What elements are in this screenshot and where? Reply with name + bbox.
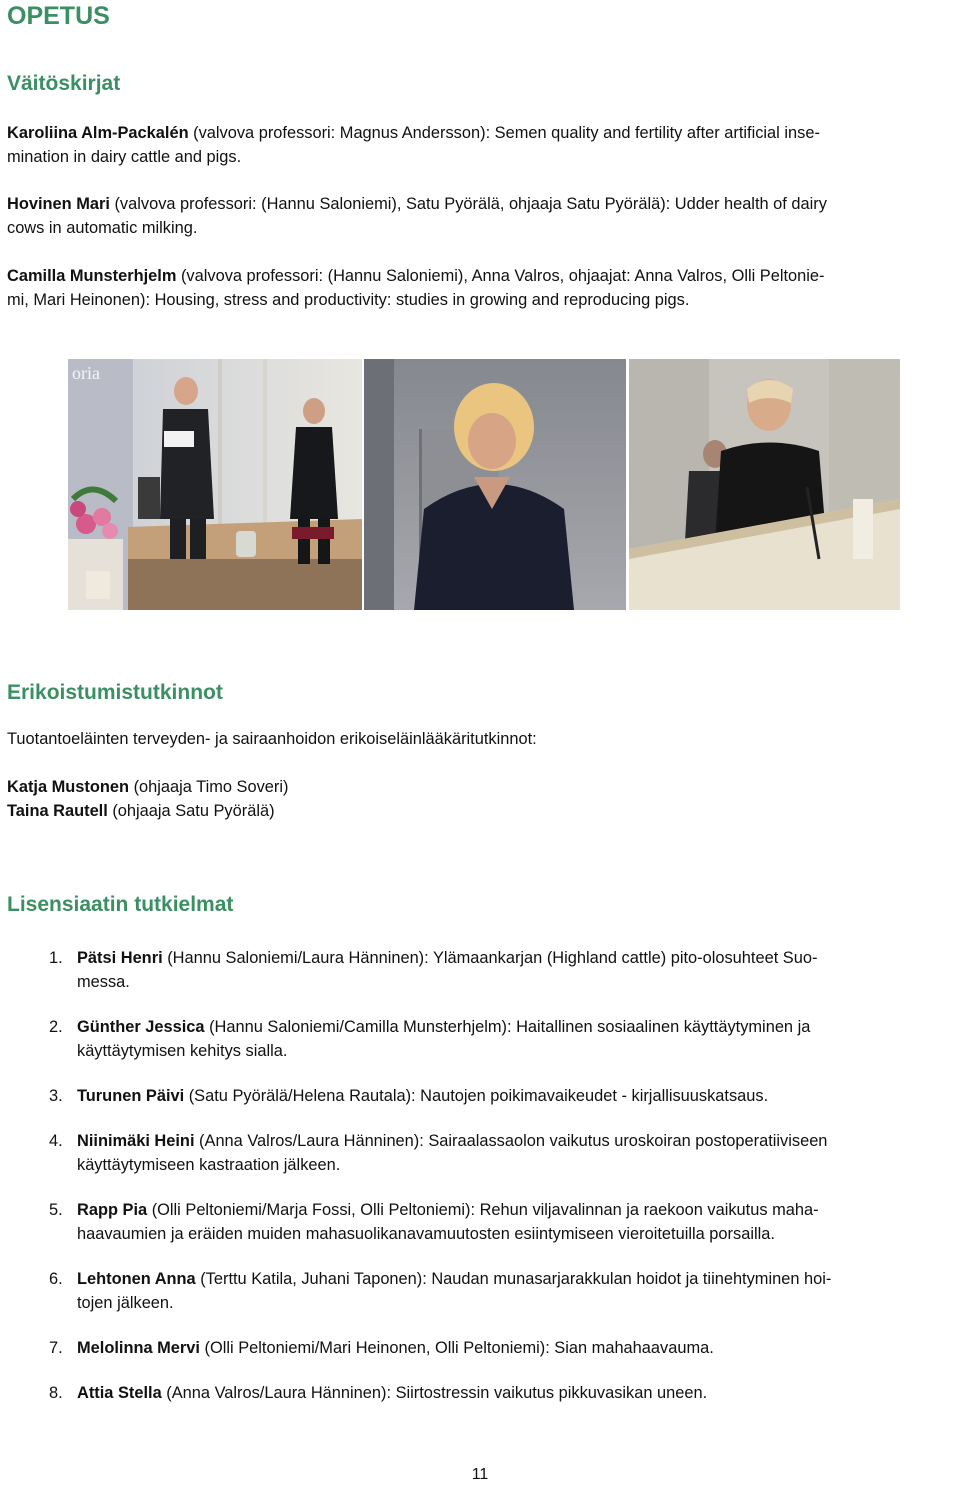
list-item: 4. Niinimäki Heini (Anna Valros/Laura Hänninen): Sairaalassaolon vaikutus uroskoiran postoperatiiviseen käyttäytymiseen kastraation jälkeen. [49, 1132, 828, 1174]
thesis-author: Hovinen Mari [7, 195, 110, 213]
page-number: 11 [471, 1466, 489, 1483]
photo-woman-portrait [364, 359, 626, 610]
thesis-entry: Hovinen Mari (valvova professori: (Hannu Saloniemi), Satu Pyörälä, ohjaaja Satu Pyörälä): Udder health of dairy cows in automatic milking. [7, 195, 827, 237]
thesis-entry: Camilla Munsterhjelm (valvova professori: (Hannu Saloniemi), Anna Valros, ohjaajat: Anna Valros, Olli Peltonie- mi, Mari Heinonen): Housing, stress and productivity: studies in growing and reproducing pigs. [7, 267, 825, 309]
thesis-author: Camilla Munsterhjelm [7, 267, 177, 285]
section-heading-erikoistumistutkinnot: Erikoistumistutkinnot [7, 681, 223, 704]
photo-speaker-lectern [629, 359, 900, 610]
list-item: 7. Melolinna Mervi (Olli Peltoniemi/Mari Heinonen, Olli Peltoniemi): Sian mahahaavauma. [49, 1339, 714, 1357]
list-item: 5. Rapp Pia (Olli Peltoniemi/Marja Fossi, Olli Peltoniemi): Rehun viljavalinnan ja raekoon vaikutus maha- haavaumien ja eräiden muiden mahasuolikanavamuutosten esiintymiseen vieroitetuilla porsailla. [49, 1201, 819, 1243]
page-title: OPETUS [7, 2, 110, 30]
photo-defense-ceremony [68, 359, 362, 610]
list-item: 1. Pätsi Henri (Hannu Saloniemi/Laura Hänninen): Ylämaankarjan (Highland cattle) pito-olosuhteet Suo- messa. [49, 949, 818, 991]
candidate-name: Taina Rautell [7, 802, 108, 820]
section-heading-lisensiaatin: Lisensiaatin tutkielmat [7, 893, 234, 916]
candidate-name: Katja Mustonen [7, 778, 130, 796]
specialization-list: Katja Mustonen (ohjaaja Timo Soveri) Taina Rautell (ohjaaja Satu Pyörälä) [7, 778, 289, 820]
list-item: 2. Günther Jessica (Hannu Saloniemi/Camilla Munsterhjelm): Haitallinen sosiaalinen käyttäytyminen ja käyttäytymisen kehitys sialla. [49, 1018, 811, 1060]
specialization-intro: Tuotantoeläinten terveyden- ja sairaanhoidon erikoiseläinlääkäritutkinnot: [7, 730, 537, 748]
section-heading-vaitoskirjat: Väitöskirjat [7, 72, 121, 95]
licentiate-list [0, 946, 950, 1426]
list-item: 8. Attia Stella (Anna Valros/Laura Hänninen): Siirtostressin vaikutus pikkuvasikan uneen. [49, 1384, 708, 1402]
thesis-author: Karoliina Alm-Packalén [7, 124, 189, 142]
thesis-entry: Karoliina Alm-Packalén (valvova professori: Magnus Andersson): Semen quality and fertility after artificial inse- mination in dairy cattle and pigs. [7, 124, 820, 166]
list-item: 3. Turunen Päivi (Satu Pyörälä/Helena Rautala): Nautojen poikimavaikeudet - kirjallisuuskatsaus. [49, 1087, 769, 1105]
photo-watermark-text: oria [72, 363, 100, 383]
list-item: 6. Lehtonen Anna (Terttu Katila, Juhani Taponen): Naudan munasarjarakkulan hoidot ja tiinehtyminen hoi- tojen jälkeen. [49, 1270, 832, 1312]
